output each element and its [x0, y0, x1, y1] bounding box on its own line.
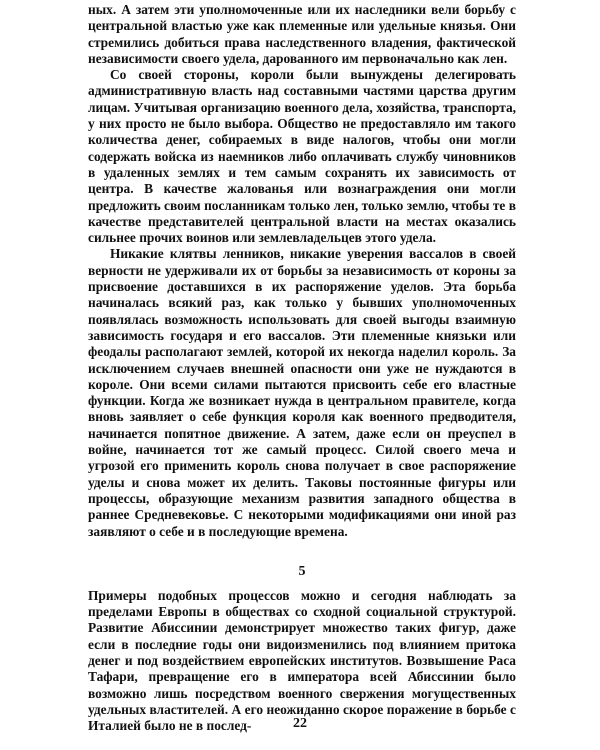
page-body — [88, 2, 516, 734]
page-number: 22 — [293, 716, 307, 731]
paragraph-1: ных. А затем эти уполномоченные или их наследники вели борьбу с центральной властью уже как племенные или удельные князья. Они стремились добиться права наследственного владения, фактической независимости своего удела, дарованного им первоначально как лен. — [88, 2, 516, 66]
section-paragraph: Примеры подобных процессов можно и сегодня наблюдать за пределами Европы в обществах со сходной социальной структурой. Развитие Абиссинии демонстрирует множество таких фигур, даже если в последние годы они видоизменились под влиянием притока денег и под воздействием европейских институтов. Возвышение Раса Тафари, превращение его в императора всей Абиссинии было возможно лишь посредством военного свержения могущественных удельных властителей. А его неожиданно скорое поражение в борьбе с Италией было не в послед- — [88, 587, 516, 734]
paragraph-3: Никакие клятвы ленников, никакие уверения вассалов в своей верности не удерживали их от борьбы за независимость от короны за присвоение доставшихся в их распоряжение уделов. Эта борьба начиналась всякий раз, как только у бывших уполномоченных появлялась возможность использовать для своей выгоды взаимную зависимость государя и его вассалов. Эти племенные князьки или феодалы располагают землей, которой их некогда наделил король. За исключением случаев внешней опасности они уже не нуждаются в короле. Они всеми силами пытаются присвоить себе его властные функции. Когда же возникает нужда в центральном правителе, когда вновь заявляет о себе функция короля как военного предводителя, начинается попятное движение. А затем, даже если он преуспел в войне, начинается тот же самый процесс. Силой своего меча и угрозой его применить король снова получает в свое распоряжение уделы и снова может их делить. Таковы постоянные фигуры или процессы, образующие механизм развития западного общества в раннее Средневековье. С некоторыми модификациями они иной раз заявляют о себе и в последующие времена. — [88, 246, 516, 539]
paragraph-2: Со своей стороны, короли были вынуждены делегировать административную власть над составными частями царства другим лицам. Учитывая организацию военного дела, хозяйства, транспорта, у них просто не было выбора. Общество не предоставляло им такого количества денег, собираемых в виде налогов, чтобы они могли содержать войска из наемников либо оплачивать службу чиновников в удаленных землях и тем самым сохранять их зависимость от центра. В качестве жалованья или вознаграждения они могли предложить своим посланникам только лен, только землю, чтобы те в качестве представителей центральной власти на местах оказались сильнее прочих воинов или землевладельцев этого удела. — [88, 67, 516, 246]
section-number: 5 — [298, 563, 306, 579]
